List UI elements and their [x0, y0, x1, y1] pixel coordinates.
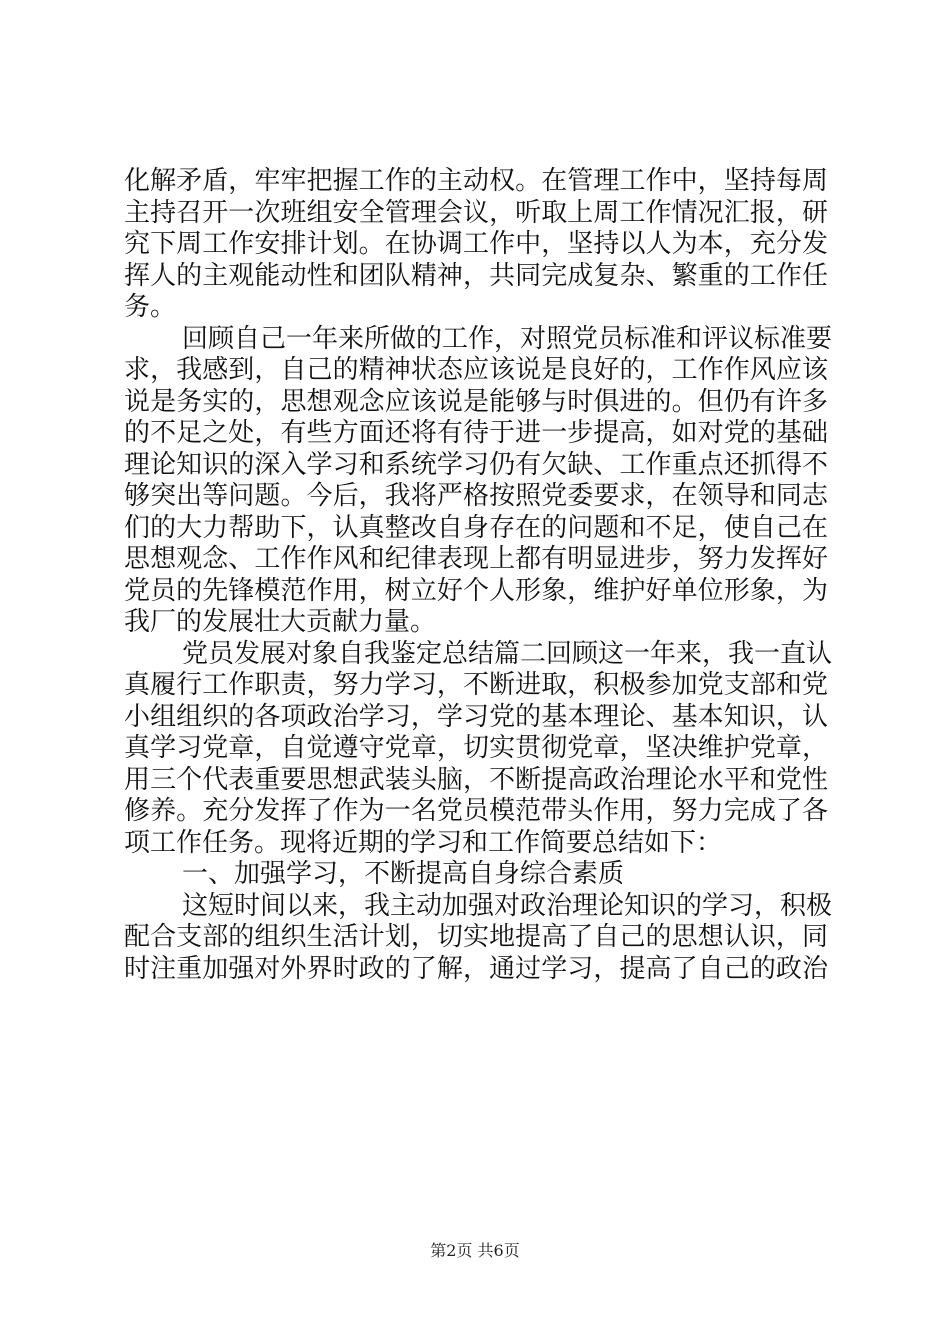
body-line: 说是务实的，思想观念应该说是能够与时俱进的。但仍有许多: [124, 386, 828, 417]
body-line: 务。: [124, 292, 177, 322]
body-line: 真学习党章，自觉遵守党章，切实贯彻党章，坚决维护党章，: [124, 733, 828, 763]
body-line: 修养。充分发挥了作为一名党员模范带头作用，努力完成了各: [124, 796, 828, 826]
body-line: 求，我感到，自己的精神状态应该说是良好的，工作作风应该: [124, 355, 828, 385]
body-line: 究下周工作安排计划。在协调工作中，坚持以人为本，充分发: [124, 229, 828, 259]
body-line: 我厂的发展壮大贡献力量。: [124, 607, 437, 637]
section-heading: 一、加强学习，不断提高自身综合素质: [182, 859, 625, 889]
body-line: 思想观念、工作作风和纪律表现上都有明显进步，努力发挥好: [124, 544, 828, 574]
page-footer: 第2页 共6页: [430, 1241, 520, 1260]
body-line: 的不足之处，有些方面还将有待于进一步提高，如对党的基础: [124, 418, 828, 448]
body-line: 时注重加强对外界时政的了解，通过学习，提高了自己的政治: [124, 953, 828, 984]
body-line: 主持召开一次班组安全管理会议，听取上周工作情况汇报，研: [124, 197, 828, 228]
body-line: 小组组织的各项政治学习，学习党的基本理论、基本知识，认: [124, 701, 828, 732]
paragraph-first-line: 这短时间以来，我主动加强对政治理论知识的学习，积极: [182, 890, 833, 921]
body-line: 项工作任务。现将近期的学习和工作简要总结如下：: [124, 827, 723, 858]
body-line: 理论知识的深入学习和系统学习仍有欠缺、工作重点还抓得不: [124, 449, 828, 480]
body-line: 用三个代表重要思想武装头脑，不断提高政治理论水平和党性: [124, 764, 828, 795]
body-line: 党员的先锋模范作用，树立好个人形象，维护好单位形象，为: [124, 575, 828, 606]
body-line: 够突出等问题。今后，我将严格按照党委要求，在领导和同志: [124, 481, 828, 511]
paragraph-first-line: 回顾自己一年来所做的工作，对照党员标准和评议标准要: [182, 323, 833, 354]
body-line: 化解矛盾，牢牢把握工作的主动权。在管理工作中，坚持每周: [124, 166, 828, 196]
body-line: 真履行工作职责，努力学习，不断进取，积极参加党支部和党: [124, 670, 828, 700]
body-line: 挥人的主观能动性和团队精神，共同完成复杂、繁重的工作任: [124, 260, 828, 291]
body-line: 配合支部的组织生活计划，切实地提高了自己的思想认识，同: [124, 922, 828, 952]
body-line: 们的大力帮助下，认真整改自身存在的问题和不足，使自己在: [124, 512, 828, 543]
paragraph-first-line: 党员发展对象自我鉴定总结篇二回顾这一年来，我一直认: [182, 638, 833, 669]
